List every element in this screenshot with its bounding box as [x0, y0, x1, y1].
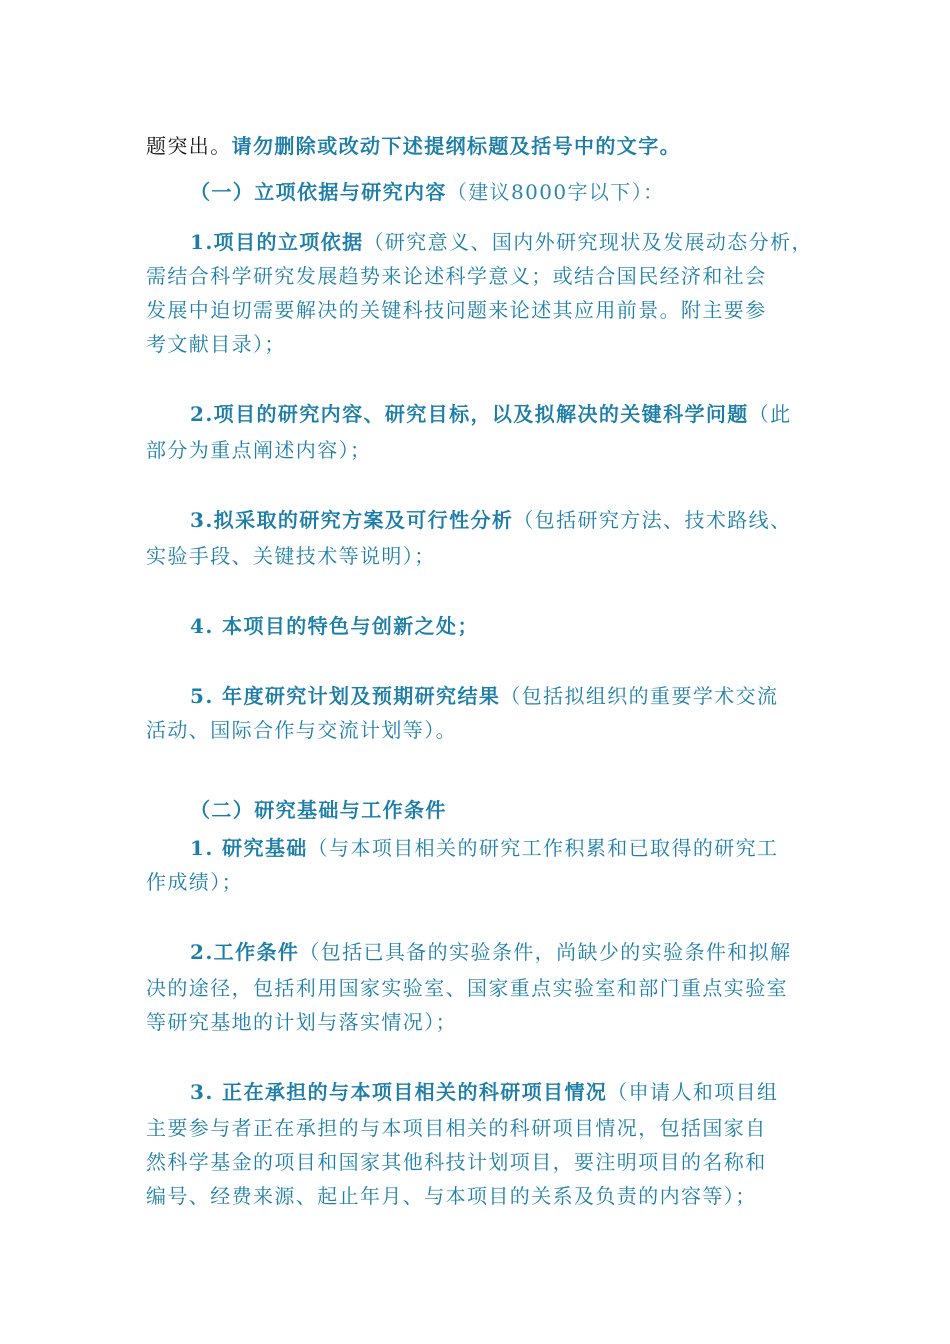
item5-line1 [190, 686, 860, 706]
item5-title: 5. 年度研究计划及预期研究结果 [190, 684, 501, 708]
section1-heading [190, 182, 860, 202]
item2-text: （此 [748, 402, 792, 426]
item5-line2: 活动、国际合作与交流计划等）。 [146, 718, 457, 742]
section1-title: （一）立项依据与研究内容 [190, 180, 447, 204]
item1-title: 1.项目的立项依据 [190, 230, 364, 254]
item3-title: 3.拟采取的研究方案及可行性分析 [190, 508, 514, 532]
item8-title: 3. 正在承担的与本项目相关的科研项目情况 [190, 1080, 608, 1104]
item1-line1 [190, 232, 860, 252]
item6-line2: 作成绩）； [146, 870, 243, 894]
item8-text: （申请人和项目组 [607, 1080, 779, 1104]
item7-line2: 决的途径，包括利用国家实验室、国家重点实验室和部门重点实验室 [146, 976, 788, 1000]
item7-title: 2.工作条件 [190, 940, 300, 964]
item8-line4: 编号、经费来源、起止年月、与本项目的关系及负责的内容等）； [146, 1184, 757, 1208]
item7-text: （包括已具备的实验条件，尚缺少的实验条件和拟解 [299, 940, 792, 964]
item2-title: 2.项目的研究内容、研究目标，以及拟解决的关键科学问题 [190, 402, 749, 426]
intro-text: 题突出。 [146, 134, 232, 158]
item1-line3: 发展中迫切需要解决的关键科技问题来论述其应用前景。附主要参 [146, 298, 767, 322]
item1-line4: 考文献目录）； [146, 332, 286, 356]
item3-text: （包括研究方法、技术路线、 [513, 508, 792, 532]
item8-line3: 然科学基金的项目和国家其他科技计划项目，要注明项目的名称和 [146, 1150, 767, 1174]
section2-title: （二）研究基础与工作条件 [190, 798, 447, 822]
item2-line1 [190, 404, 860, 424]
item8-line1 [190, 1082, 860, 1102]
item5-text: （包括拟组织的重要学术交流 [500, 684, 779, 708]
item7-line3: 等研究基地的计划与落实情况）； [146, 1010, 457, 1034]
item6-title: 1. 研究基础 [190, 836, 308, 860]
item3-line1 [190, 510, 860, 530]
item4-title: 4. 本项目的特色与创新之处； [190, 614, 479, 638]
item4-line1 [190, 616, 860, 636]
item6-line1 [190, 838, 860, 858]
item2-line2: 部分为重点阐述内容）； [146, 438, 372, 462]
item8-line2: 主要参与者正在承担的与本项目相关的科研项目情况，包括国家自 [146, 1116, 767, 1140]
section2-heading [190, 800, 860, 820]
item6-text: （与本项目相关的研究工作积累和已取得的研究工 [307, 836, 779, 860]
section1-note: （建议8000字以下）： [446, 180, 665, 204]
intro-line [146, 136, 816, 156]
intro-instruction: 请勿删除或改动下述提纲标题及括号中的文字。 [231, 134, 682, 158]
item1-line2: 需结合科学研究发展趋势来论述科学意义；或结合国民经济和社会 [146, 264, 767, 288]
item7-line1 [190, 942, 860, 962]
item1-text: （研究意义、国内外研究现状及发展动态分析， [363, 230, 813, 254]
item3-line2: 实验手段、关键技术等说明）； [146, 544, 436, 568]
